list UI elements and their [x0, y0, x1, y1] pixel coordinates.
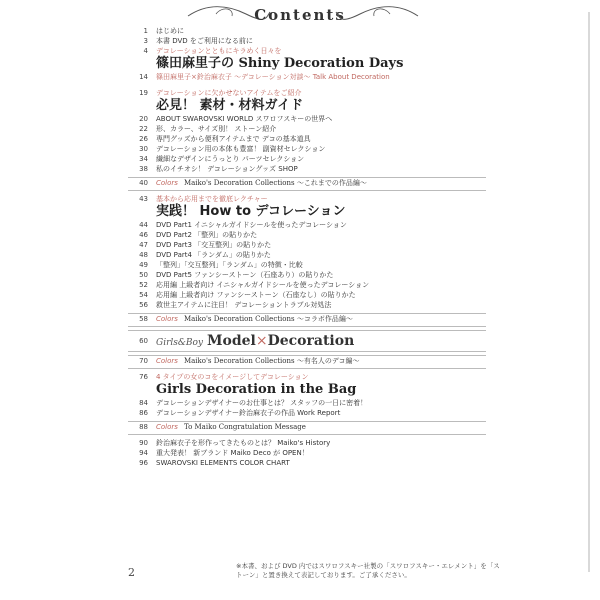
toc-entry[interactable]: 47 DVD Part3 「交互整列」の貼りかた	[139, 241, 272, 249]
toc-entry[interactable]: 46 DVD Part2 「整列」の貼りかた	[139, 231, 258, 239]
toc-entry[interactable]: 20 ABOUT SWAROVSKI WORLD スワロフスキーの世界へ	[139, 115, 333, 123]
toc-separator-entry[interactable]: 40 Colors Maiko's Decoration Collections 〜これまでの作品編〜	[128, 177, 486, 191]
toc-entry[interactable]: 56 救世主アイテムに注目！ デコレーショントラブル対処法	[139, 301, 332, 309]
toc-entry[interactable]: 30 デコレーション用の本体も豊富！ 副資材セレクション	[139, 145, 326, 153]
footnote: ※本書、および DVD 内ではスワロフスキー社製の「スワロフスキー・エレメント」を「ストーン」と置き換えて表記しております。ご了承ください。	[236, 562, 500, 579]
page-title: Contents	[254, 6, 346, 24]
toc-entry-prefix[interactable]: 4 デコレーションとともにキラめく日々を	[143, 47, 282, 55]
toc-entry-prefix[interactable]: 19 デコレーションに欠かせないアイテムをご紹介	[139, 89, 302, 97]
flourish-ornament-icon	[334, 2, 420, 24]
toc-separator-entry[interactable]: 58 Colors Maiko's Decoration Collections 〜コラボ作品編〜	[128, 313, 486, 327]
page-number: 2	[128, 566, 135, 579]
toc-separator-entry[interactable]: 70 Colors Maiko's Decoration Collections 〜有名人のデコ編〜	[128, 355, 486, 369]
toc-entry[interactable]: 90 鈴治麻衣子を形作ってきたものとは？ Maiko's History	[139, 439, 331, 447]
table-of-contents	[128, 26, 486, 468]
toc-model-decoration-entry[interactable]: 60 Girls&Boy Model×Decoration	[128, 330, 486, 352]
toc-section-heading: 実践！ How to デコレーション	[156, 204, 346, 219]
toc-entry[interactable]: 86 デコレーションデザイナー鈴治麻衣子の作品 Work Report	[139, 409, 341, 417]
toc-entry[interactable]: 14 篠田麻里子×鈴治麻衣子 〜デコレーション対談〜 Talk About Decoration	[139, 73, 390, 81]
toc-entry[interactable]: 49 「整列」「交互整列」「ランダム」の特徴・比較	[139, 261, 303, 269]
toc-section-heading: Girls Decoration in the Bag	[156, 382, 357, 397]
toc-entry[interactable]: 34 繊細なデザインにうっとり パーツセレクション	[139, 155, 305, 163]
toc-entry[interactable]: 1 はじめに	[143, 27, 184, 35]
toc-entry[interactable]: 52 応用編 上級者向け イニシャルガイドシールを使ったデコレーション	[139, 281, 370, 289]
toc-entry[interactable]: 84 デコレーションデザイナーのお仕事とは？ スタッフの一日に密着！	[139, 399, 368, 407]
toc-entry[interactable]: 44 DVD Part1 イニシャルガイドシールを使ったデコレーション	[139, 221, 347, 229]
toc-entry[interactable]: 3 本書 DVD をご利用になる前に	[143, 37, 253, 45]
page-edge-rule	[588, 12, 590, 572]
toc-section-heading: 必見！ 素材・材料ガイド	[156, 98, 304, 113]
toc-separator-entry[interactable]: 88 Colors To Maiko Congratulation Message	[128, 421, 486, 435]
toc-entry[interactable]: 26 専門グッズから便利アイテムまで デコの基本道具	[139, 135, 311, 143]
toc-section-heading: 篠田麻里子の Shiny Decoration Days	[156, 56, 404, 71]
toc-entry[interactable]: 38 私のイチオシ！ デコレーショングッズ SHOP	[139, 165, 298, 173]
toc-entry-prefix[interactable]: 76 4 タイプの女のコをイメージしてデコレーション	[139, 373, 309, 381]
toc-entry[interactable]: 48 DVD Part4 「ランダム」の貼りかた	[139, 251, 271, 259]
toc-entry[interactable]: 50 DVD Part5 ファンシーストーン（石座あり）の貼りかた	[139, 271, 334, 279]
toc-entry[interactable]: 96 SWAROVSKI ELEMENTS COLOR CHART	[139, 459, 290, 467]
toc-entry[interactable]: 22 形、カラー、サイズ別！ ストーン紹介	[139, 125, 277, 133]
toc-entry-prefix[interactable]: 43 基本から応用までを徹底レクチャー	[139, 195, 268, 203]
toc-entry[interactable]: 94 重大発表！ 新ブランド Maiko Deco が OPEN！	[139, 449, 309, 457]
toc-entry[interactable]: 54 応用編 上級者向け ファンシーストーン（石座なし）の貼りかた	[139, 291, 356, 299]
